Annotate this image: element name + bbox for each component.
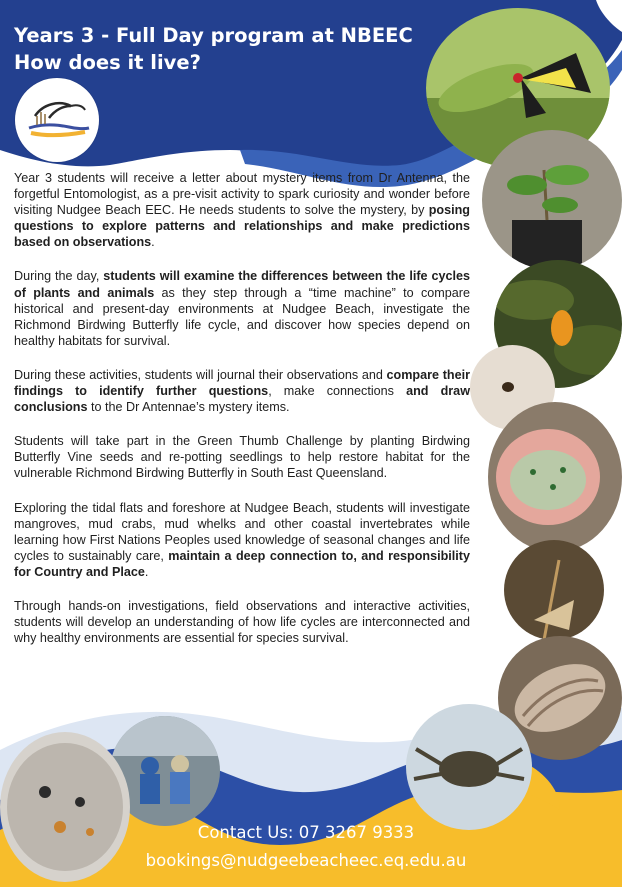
seedling-photo [482,130,622,270]
paragraph-journal: During these activities, students will journal their observations and compare their findings to identify further questions, make connections and draw conclusions to the Dr Antennae’s mystery items. [14,367,470,415]
crab-photo [406,704,532,830]
logo-graphic [15,78,99,162]
hands-with-sand-photo [488,402,622,552]
paragraph-green-thumb: Students will take part in the Green Thumb Challenge by planting Birdwing Butterfly Vine seeds and re-potting seedlings to help restore habitat for the vulnerable Richmond Birdwing Butterfly in South East Queensland. [14,434,470,481]
title-line-2: How does it live? [14,51,201,74]
program-description [14,170,470,664]
page-title [14,22,413,76]
paragraph-tidal-flats: Exploring the tidal flats and foreshore at Nudgee Beach, students will investigate mangroves, mud crabs, mud whelks and other coastal invertebrates while learning how First Nations Peoples used knowledge of seasonal changes and life cycles to sustainably care, maintain a deep connection to, and responsibility for Country and Place. [14,500,470,579]
paragraph-during-day: During the day, students will examine the differences between the life cycles of plants and animals as they step through a “time machine” to compare historical and present-day environments at Nudgee Beach, investigate the Richmond Birdwing Butterfly life cycle, and discover how species depend on healthy habitats for survival. [14,269,470,348]
nbeec-logo-icon [15,78,99,162]
contact-phone[interactable]: Contact Us: 07 3267 9333 [197,823,415,842]
contact-email-link[interactable]: bookings@nudgeebeacheec.eq.edu.au [145,851,467,870]
title-line-1: Years 3 - Full Day program at NBEEC [14,24,413,47]
net-catch-photo [0,732,130,882]
mangrove-seed-photo [504,540,604,640]
paragraph-conclusion: Through hands-on investigations, field observations and interactive activities, students will develop an understanding of how life cycles are interconnected and why healthy environments are essential for species survival. [14,598,470,646]
paragraph-pre-visit: Year 3 students will receive a letter about mystery items from Dr Antenna, the forgetful Entomologist, as a pre-visit activity to spark curiosity and wonder before visiting Nudgee Beach EEC. He needs students to solve the mystery, by posing questions to explore patterns and relationships and make predictions based on observations. [14,171,470,250]
